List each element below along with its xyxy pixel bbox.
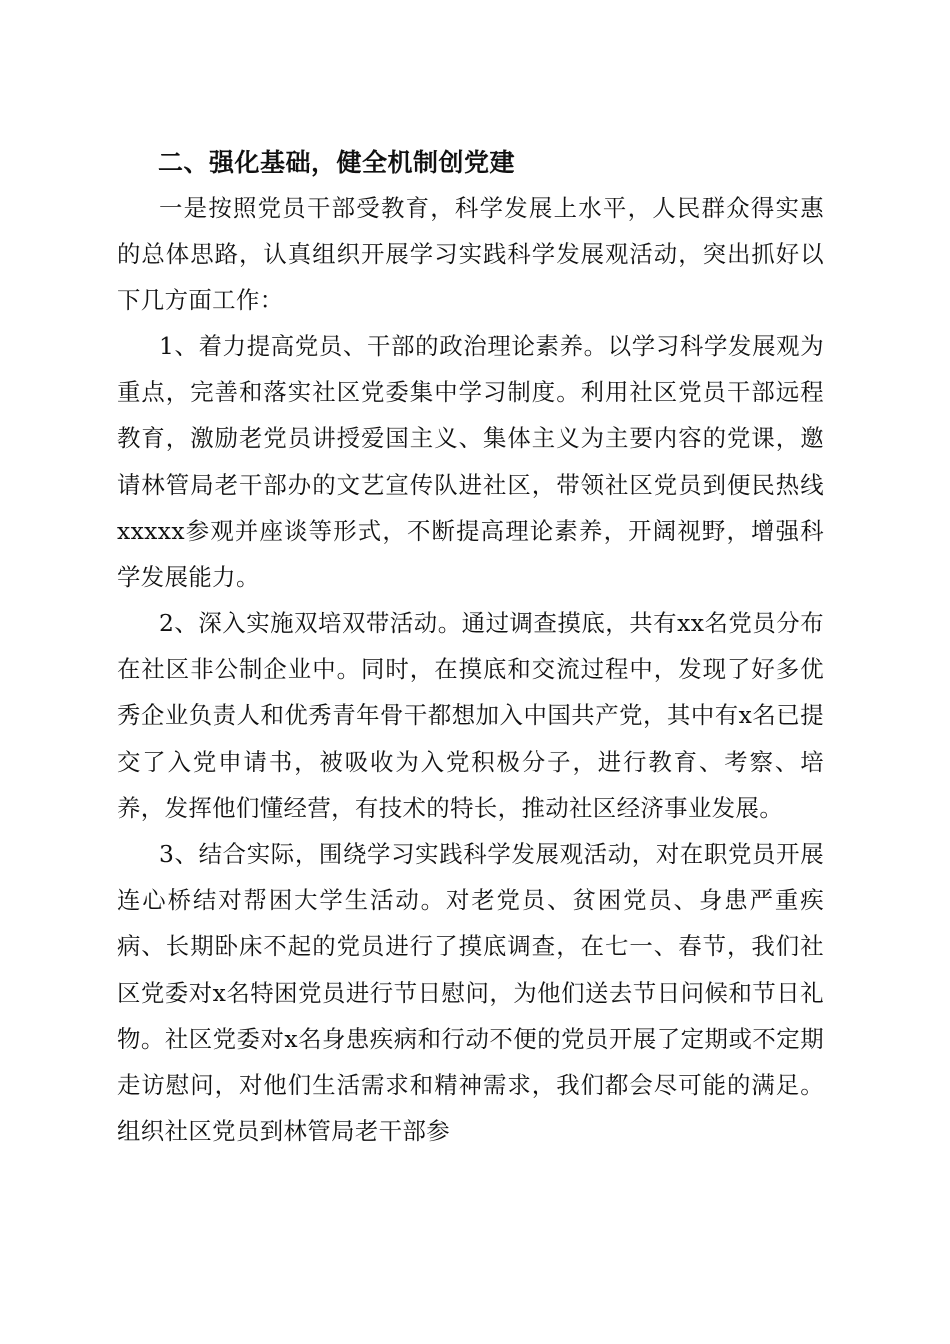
paragraph-item-2: 2、深入实施双培双带活动。通过调查摸底，共有xx名党员分布在社区非公制企业中。同时，在摸底和交流过程中，发现了好多优秀企业负责人和优秀青年骨干都想加入中国共产党，其中有x名已提交了入党申请书，被吸收为入党积极分子，进行教育、考察、培养，发挥他们懂经营，有技术的特长，推动社区经济事业发展。 (117, 609, 824, 822)
paragraph-item-3: 3、结合实际，围绕学习实践科学发展观活动，对在职党员开展连心桥结对帮困大学生活动。对老党员、贫困党员、身患严重疾病、长期卧床不起的党员进行了摸底调查，在七一、春节，我们社区党委对x名特困党员进行节日慰问，为他们送去节日问候和节日礼物。社区党委对x名身患疾病和行动不便的党员开展了定期或不定期走访慰问，对他们生活需求和精神需求，我们都会尽可能的满足。组织社区党员到林管局老干部参 (117, 840, 824, 1146)
section-heading: 二、强化基础，健全机制创党建 (158, 148, 516, 177)
paragraph-intro: 一是按照党员干部受教育，科学发展上水平，人民群众得实惠的总体思路，认真组织开展学习实践科学发展观活动，突出抓好以下几方面工作： (117, 194, 824, 315)
paragraph-item-1: 1、着力提高党员、干部的政治理论素养。以学习科学发展观为重点，完善和落实社区党委集中学习制度。利用社区党员干部远程教育，激励老党员讲授爱国主义、集体主义为主要内容的党课，邀请林管局老干部办的文艺宣传队进社区，带领社区党员到便民热线xxxxx参观并座谈等形式，不断提高理论素养，开阔视野，增强科学发展能力。 (117, 332, 824, 592)
